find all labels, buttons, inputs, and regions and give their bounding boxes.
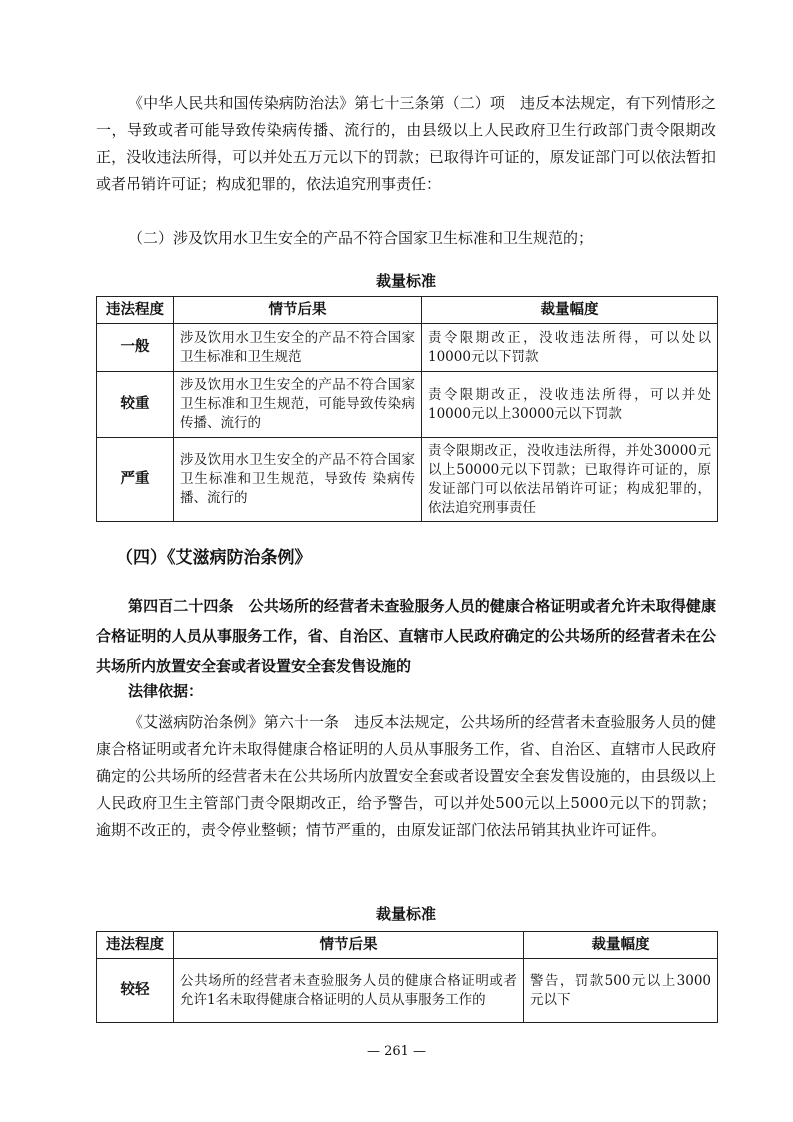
header-consequence: 情节后果 — [174, 297, 422, 324]
header-level: 违法程度 — [97, 932, 174, 959]
header-range: 裁量幅度 — [524, 932, 718, 959]
discretion-table-1 — [96, 296, 718, 522]
item-paragraph: （二）涉及饮用水卫生安全的产品不符合国家卫生标准和卫生规范的； — [128, 229, 594, 247]
header-range: 裁量幅度 — [422, 297, 718, 324]
section-title: （四）《艾滋病防治条例》 — [116, 548, 312, 568]
page-number: — 261 — — [366, 1044, 427, 1059]
level-cell: 一般 — [97, 324, 174, 372]
table-row — [97, 324, 718, 372]
consequence-cell: 涉及饮用水卫生安全的产品不符合国家卫生标准和卫生规范 — [174, 324, 422, 372]
range-cell: 责令限期改正，没收违法所得，并处30000元以上50000元以下罚款；已取得许可证的，原发证部门可以依法吊销许可证；构成犯罪的，依法追究刑事责任 — [422, 438, 718, 522]
table-header-row — [97, 932, 718, 959]
table-row — [97, 959, 718, 1023]
level-cell: 严重 — [97, 438, 174, 522]
legal-basis-paragraph: 《艾滋病防治条例》第六十一条 违反本法规定，公共场所的经营者未查验服务人员的健康合格证明或者允许未取得健康合格证明的人员从事服务工作，省、自治区、直辖市人民政府确定的公共场所的经营者未在公共场所内放置安全套或者设置安全套发售设施的，由县级以上人民政府卫生主管部门责令限期改正，给予警告，可以并处500元以上5000元以下的罚款；逾期不改正的，责令停业整顿；情节严重的，由原发证部门依法吊销其执业许可证件。 — [96, 713, 716, 839]
article-heading: 第四百二十四条 公共场所的经营者未查验服务人员的健康合格证明或者允许未取得健康合格证明的人员从事服务工作，省、自治区、直辖市人民政府确定的公共场所的经营者未在公共场所内放置安全套或者设置安全套发售设施的 — [96, 597, 716, 675]
discretion-table-2 — [96, 931, 718, 1023]
level-cell: 较重 — [97, 372, 174, 438]
consequence-cell: 涉及饮用水卫生安全的产品不符合国家卫生标准和卫生规范，导致传 染病传播、流行的 — [174, 438, 422, 522]
law-paragraph: 《中华人民共和国传染病防治法》第七十三条第（二）项 违反本法规定，有下列情形之一，导致或者可能导致传染病传播、流行的，由县级以上人民政府卫生行政部门责令限期改正，没收违法所得，可以并处五万元以下的罚款；已取得许可证的，原发证部门可以依法暂扣或者吊销许可证；构成犯罪的，依法追究刑事责任： — [96, 94, 716, 193]
table-row — [97, 372, 718, 438]
level-cell: 较轻 — [97, 959, 174, 1023]
table1-caption: 裁量标准 — [375, 272, 436, 290]
table-row — [97, 438, 718, 522]
table2-caption: 裁量标准 — [375, 905, 436, 923]
header-level: 违法程度 — [97, 297, 174, 324]
range-cell: 责令限期改正，没收违法所得，可以并处10000元以上30000元以下罚款 — [422, 372, 718, 438]
legal-basis-label: 法律依据： — [128, 682, 204, 700]
range-cell: 责令限期改正，没收违法所得，可以处以10000元以下罚款 — [422, 324, 718, 372]
header-consequence: 情节后果 — [174, 932, 524, 959]
range-cell: 警告，罚款500元以上3000元以下 — [524, 959, 718, 1023]
consequence-cell: 涉及饮用水卫生安全的产品不符合国家卫生标准和卫生规范，可能导致传染病传播、流行的 — [174, 372, 422, 438]
consequence-cell: 公共场所的经营者未查验服务人员的健康合格证明或者允许1名未取得健康合格证明的人员从事服务工作的 — [174, 959, 524, 1023]
table-header-row — [97, 297, 718, 324]
